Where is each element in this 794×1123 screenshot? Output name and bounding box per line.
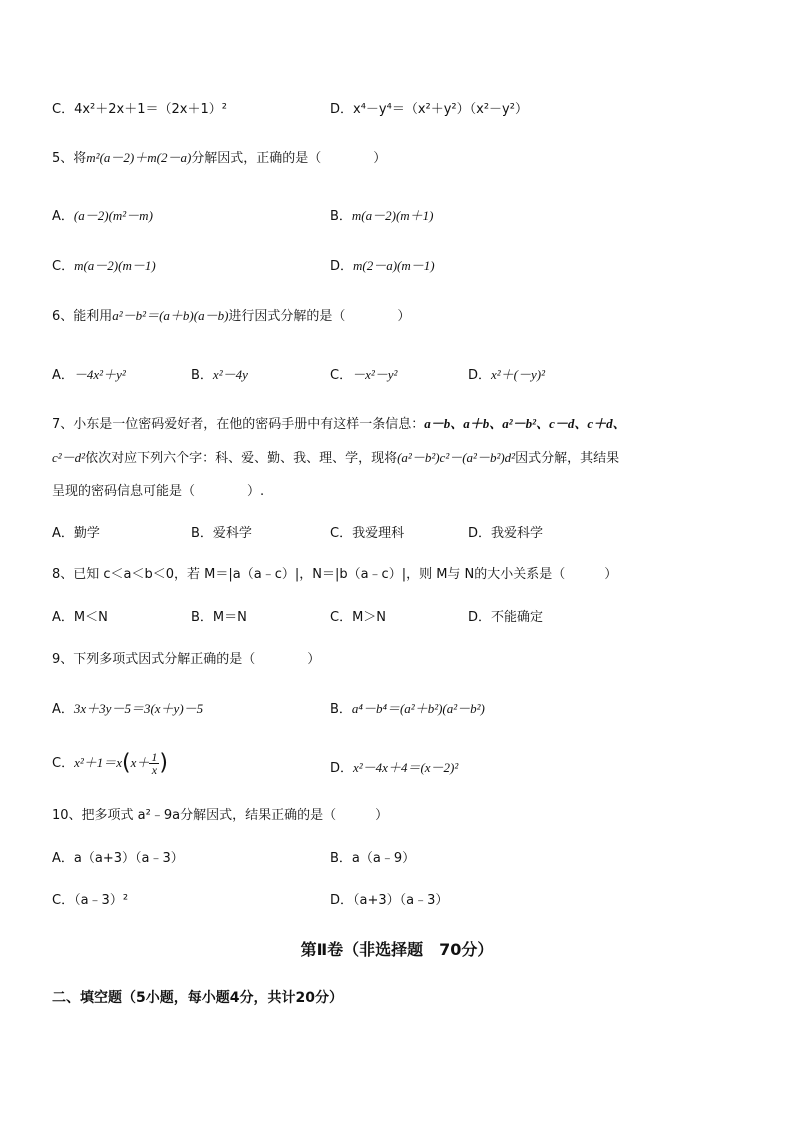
option-expression: a⁴－b⁴＝(a²＋b²)(a²－b²) xyxy=(351,701,485,716)
q7-stem-line3: 呈现的密码信息可能是（ ）. xyxy=(52,484,265,499)
q10-option-b: B．a（a﹣9） xyxy=(330,851,416,866)
q8-stem: 8、已知 c＜a＜b＜0，若 M＝|a（a﹣c）|，N＝|b（a﹣c）|，则 M与 N的大小关系是（ ） xyxy=(52,567,618,582)
option-expression: x²－4x＋4＝(x－2)² xyxy=(353,760,459,775)
q8-option-c: C．M＞N xyxy=(330,610,387,625)
q8-option-d: D．不能确定 xyxy=(468,610,544,625)
q8-option-a: A．M＜N xyxy=(52,610,108,625)
q10-option-c: C．（a﹣3）² xyxy=(52,893,129,908)
q5-stem-prefix: 5、将 xyxy=(52,151,87,166)
q6-stem-suffix: 进行因式分解的是（ ） xyxy=(228,309,411,324)
option-expression: x²－4y xyxy=(212,367,248,382)
section-title: 第Ⅱ卷（非选择题 70分） xyxy=(300,940,494,959)
q7-text: 7、小东是一位密码爱好者，在他的密码手册中有这样一条信息： xyxy=(52,417,425,432)
option-label: A． xyxy=(52,368,74,383)
section-subtitle: 二、填空题（5小题，每小题4分，共计20分） xyxy=(52,990,343,1006)
q7-factor-expression: (a²－b²)c²－(a²－b²)d² xyxy=(397,450,516,465)
q10-option-a: A．a（a+3）（a﹣3） xyxy=(52,851,184,866)
option-label: B． xyxy=(330,209,352,224)
option-expression: x²＋(－y)² xyxy=(491,367,546,382)
q6-option-d xyxy=(468,366,545,385)
q5-option-a xyxy=(52,207,153,226)
q10-option-d: D．（a+3）（a﹣3） xyxy=(330,893,449,908)
q6-option-a xyxy=(52,366,126,385)
option-label: B． xyxy=(330,702,352,717)
q5-option-b xyxy=(330,207,434,226)
option-label: A． xyxy=(52,702,74,717)
q7-option-d: D．我爱科学 xyxy=(468,526,544,541)
q9-stem: 9、下列多项式因式分解正确的是（ ） xyxy=(52,652,321,667)
option-expression: m(a－2)(m＋1) xyxy=(351,208,434,223)
q7-stem-line2 xyxy=(52,449,619,468)
q6-stem-prefix: 6、能利用 xyxy=(52,309,113,324)
right-paren: ) xyxy=(159,750,168,776)
q4-option-c: C．4x²＋2x＋1＝（2x＋1）² xyxy=(52,102,227,117)
option-label: C． xyxy=(52,756,75,771)
option-expression: x＋ xyxy=(130,755,150,770)
option-expression: －4x²＋y² xyxy=(73,367,126,382)
option-label: B． xyxy=(191,368,213,383)
q7-text: 依次对应下列六个字：科、爱、勤、我、理、学，现将 xyxy=(85,451,398,466)
option-label: C． xyxy=(330,368,353,383)
option-expression: (a－2)(m²－m) xyxy=(73,208,153,223)
q7-option-c: C．我爱理科 xyxy=(330,526,405,541)
option-label: A． xyxy=(52,209,74,224)
q8-option-b: B．M＝N xyxy=(191,610,247,625)
q9-option-a xyxy=(52,700,203,719)
q9-option-d xyxy=(330,759,458,778)
q6-option-b xyxy=(191,366,248,385)
option-expression: m(2－a)(m－1) xyxy=(353,258,435,273)
q7-option-a: A．勤学 xyxy=(52,526,100,541)
q7-option-b: B．爱科学 xyxy=(191,526,252,541)
q5-option-d xyxy=(330,257,435,276)
option-expression: 3x＋3y－5＝3(x＋y)－5 xyxy=(73,701,204,716)
option-label: D． xyxy=(330,259,354,274)
q6-expression: a²－b²＝(a＋b)(a－b) xyxy=(112,308,229,323)
q6-option-c xyxy=(330,366,397,385)
option-label: D． xyxy=(330,761,354,776)
option-expression: m(a－2)(m－1) xyxy=(74,258,156,273)
fraction-numerator: 1 xyxy=(151,750,158,764)
q9-option-c xyxy=(52,748,168,779)
q7-stem-line1 xyxy=(52,415,626,434)
fraction xyxy=(149,751,159,776)
fraction-denominator: x xyxy=(151,763,158,777)
q7-code-expressions: a－b、a＋b、a²－b²、c－d、c＋d、 xyxy=(424,416,626,431)
option-expression: x²＋1＝x xyxy=(74,755,123,770)
q6-stem xyxy=(52,307,410,326)
q9-option-b xyxy=(330,700,485,719)
option-expression: －x²－y² xyxy=(352,367,398,382)
q5-expression: m²(a－2)＋m(2－a) xyxy=(86,150,192,165)
q10-stem: 10、把多项式 a²﹣9a分解因式，结果正确的是（ ） xyxy=(52,808,389,823)
q7-code-expression: c²－d² xyxy=(52,450,86,465)
q5-stem-suffix: 分解因式，正确的是（ ） xyxy=(191,151,387,166)
left-paren: ( xyxy=(122,750,131,776)
option-label: D． xyxy=(468,368,492,383)
q5-stem xyxy=(52,149,386,168)
q7-text: 因式分解，其结果 xyxy=(515,451,620,466)
q5-option-c xyxy=(52,257,156,276)
option-label: C． xyxy=(52,259,75,274)
q4-option-d: D．x⁴－y⁴＝（x²＋y²）（x²－y²） xyxy=(330,102,528,117)
